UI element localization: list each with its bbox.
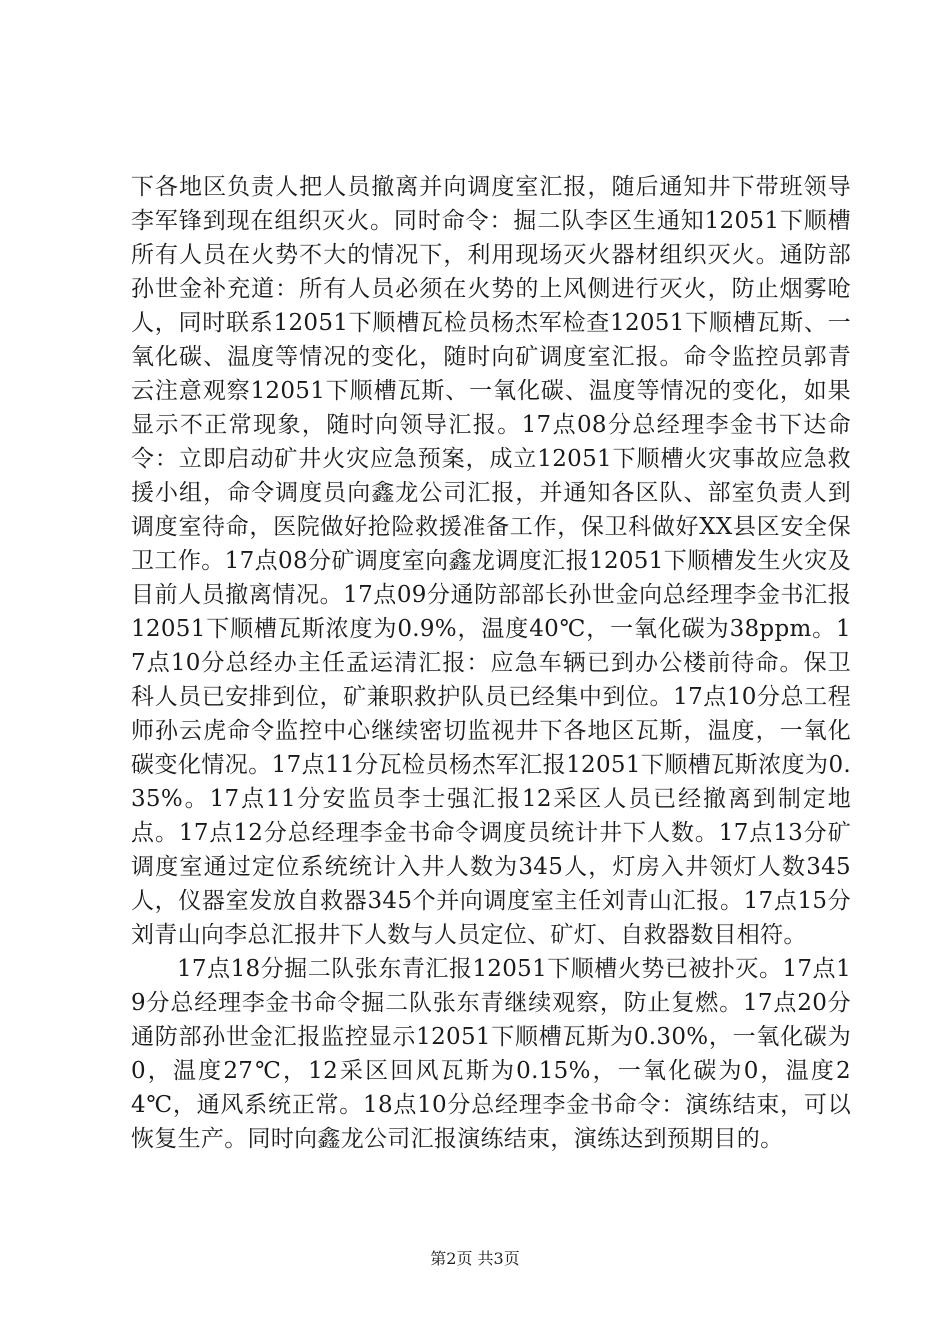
paragraph: 17点18分掘二队张东青汇报12051下顺槽火势已被扑灭。17点19分总经理李金书命令掘二队张东青继续观察，防止复燃。17点20分通防部孙世金汇报监控显示12051下顺槽瓦斯为0.30%，一氧化碳为0，温度27℃，12采区回风瓦斯为0.15%，一氧化碳为0，温度24℃，通风系统正常。18点10分总经理李金书命令：演练结束，可以恢复生产。同时向鑫龙公司汇报演练结束，演练达到预期目的。 [131, 956, 851, 1152]
page-number-footer: 第2页 共3页 [430, 1249, 520, 1268]
document-body [131, 170, 851, 1156]
paragraph: 下各地区负责人把人员撤离并向调度室汇报，随后通知井下带班领导李军锋到现在组织灭火。同时命令：掘二队李区生通知12051下顺槽所有人员在火势不大的情况下，利用现场灭火器材组织灭火。通防部孙世金补充道：所有人员必须在火势的上风侧进行灭火，防止烟雾呛人，同时联系12051下顺槽瓦检员杨杰军检查12051下顺槽瓦斯、一氧化碳、温度等情况的变化，随时向矿调度室汇报。命令监控员郭青云注意观察12051下顺槽瓦斯、一氧化碳、温度等情况的变化，如果显示不正常现象，随时向领导汇报。17点08分总经理李金书下达命令：立即启动矿井火灾应急预案，成立12051下顺槽火灾事故应急救援小组，命令调度员向鑫龙公司汇报，并通知各区队、部室负责人到调度室待命，医院做好抢险救援准备工作，保卫科做好XX县区安全保卫工作。17点08分矿调度室向鑫龙调度汇报12051下顺槽发生火灾及目前人员撤离情况。17点09分通防部部长孙世金向总经理李金书汇报12051下顺槽瓦斯浓度为0.9%，温度40℃，一氧化碳为38ppm。17点10分总经办主任孟运清汇报：应急车辆已到办公楼前待命。保卫科人员已安排到位，矿兼职救护队员已经集中到位。17点10分总工程师孙云虎命令监控中心继续密切监视井下各地区瓦斯，温度，一氧化碳变化情况。17点11分瓦检员杨杰军汇报12051下顺槽瓦斯浓度为0.35%。17点11分安监员李士强汇报12采区人员已经撤离到制定地点。17点12分总经理李金书命令调度员统计井下人数。17点13分矿调度室通过定位系统统计入井人数为345人，灯房入井领灯人数345人，仪器室发放自救器345个并向调度室主任刘青山汇报。17点15分刘青山向李总汇报井下人数与人员定位、矿灯、自救器数目相符。 [131, 174, 851, 948]
